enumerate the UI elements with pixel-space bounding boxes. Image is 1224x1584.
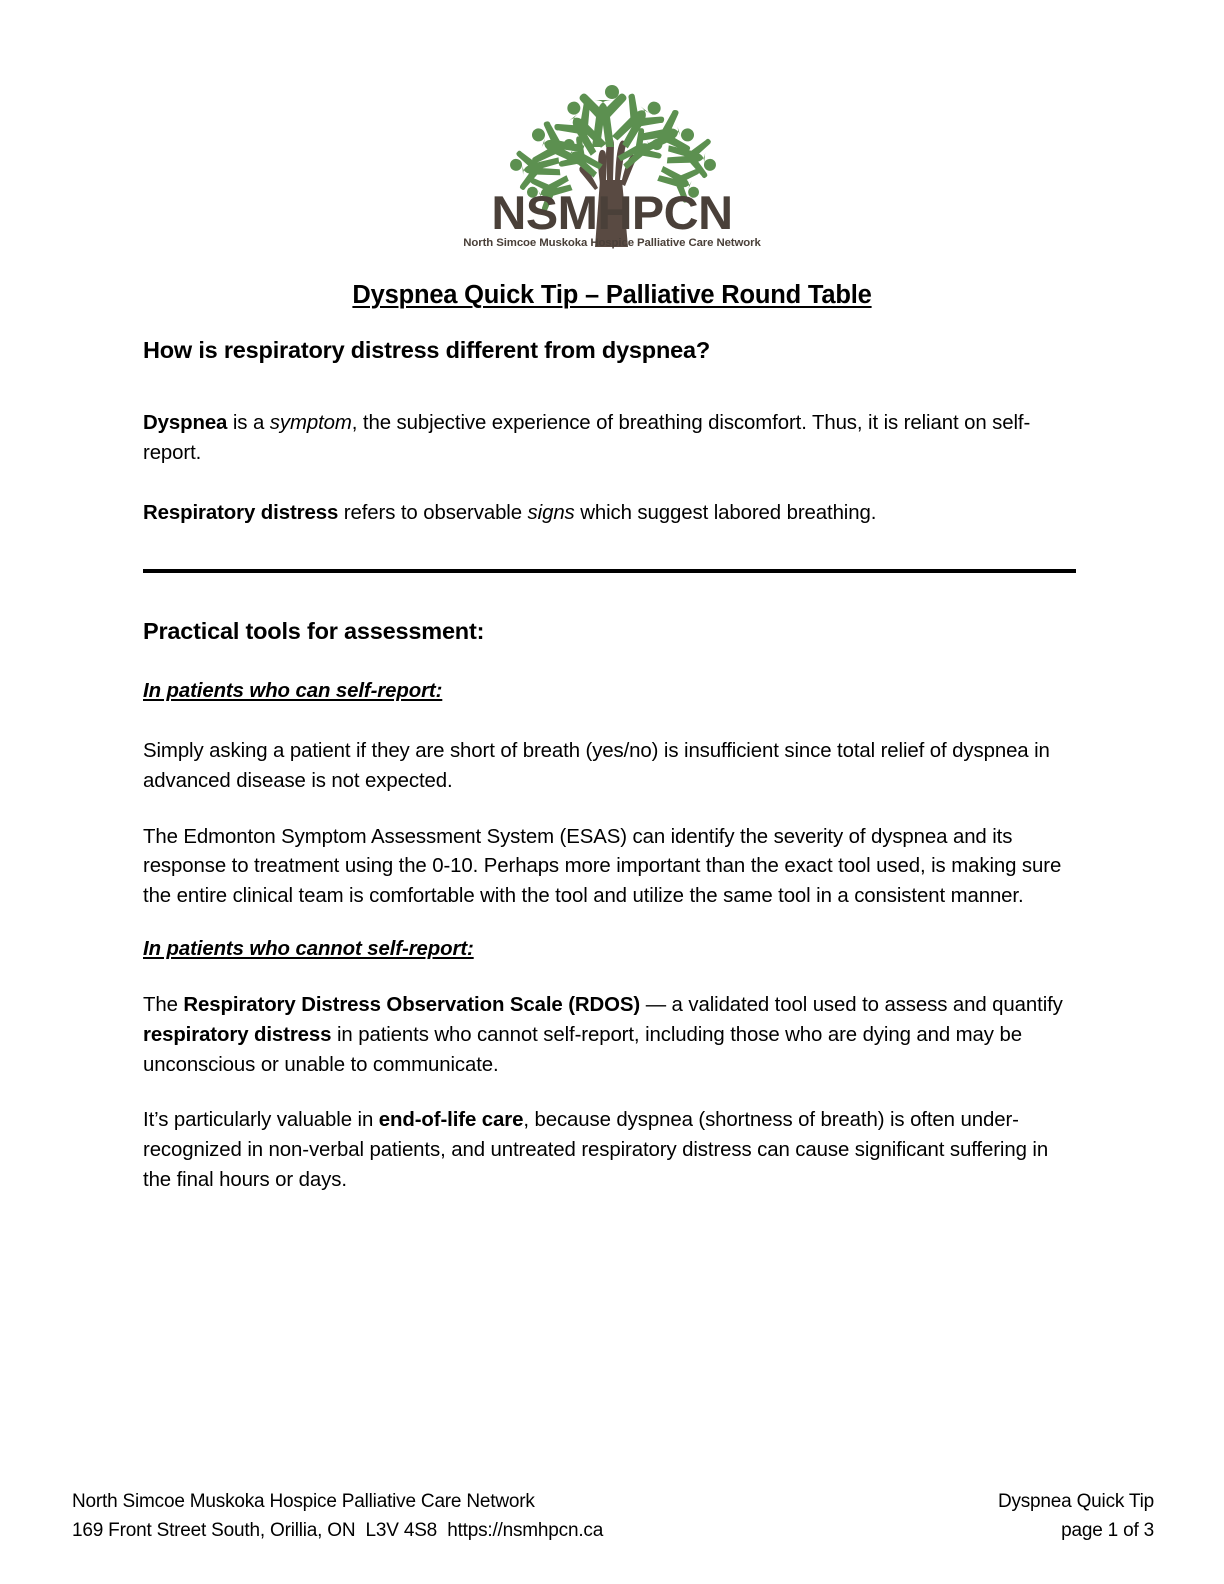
subheading-can-self-report: In patients who can self-report:	[143, 680, 443, 703]
dyspnea-text-1: is a	[227, 412, 270, 435]
paragraph-simply-asking: Simply asking a patient if they are short of breath (yes/no) is insufficient since total relief of dyspnea in advanced disease is not expected.	[143, 740, 1050, 792]
term-rdos: Respiratory Distress Observation Scale (RDOS)	[183, 994, 641, 1016]
logo-wordmark	[462, 186, 762, 249]
footer-doc-label: Dyspnea Quick Tip	[997, 1491, 1154, 1512]
dyspnea-text-2: , the subjective experience of breathing discomfort. Thus, it is reliant on self-report.	[143, 412, 1031, 465]
emphasis-signs: signs	[527, 501, 575, 524]
rdos-text-1: The	[143, 994, 184, 1016]
term-dyspnea: Dyspnea	[143, 412, 228, 435]
rdos-text-2: — a validated tool used to assess and quantify	[640, 994, 1063, 1016]
term-respiratory-distress-2: respiratory distress	[143, 1023, 332, 1046]
page-title	[0, 281, 1224, 310]
paragraph-rdos	[143, 991, 1065, 1080]
organization-logo	[0, 72, 1224, 249]
section-heading-dyspnea-difference: How is respiratory distress different from dyspnea?	[143, 337, 711, 363]
paragraph-respiratory-distress-definition	[143, 499, 1065, 529]
footer-document-info	[998, 1488, 1154, 1545]
paragraph-esas: The Edmonton Symptom Assessment System (ESAS) can identify the severity of dyspnea and its response to treatment using the 0-10. Perhaps more important than the exact tool used, is making sure the entire clinical team is comfortable with the tool and utilize the same tool in a consistent manner.	[143, 825, 1062, 908]
paragraph-dyspnea-definition	[143, 409, 1065, 469]
document-body	[143, 336, 1065, 1196]
section-heading-practical-tools: Practical tools for assessment:	[143, 617, 485, 644]
page-footer	[72, 1488, 1154, 1545]
term-respiratory-distress: Respiratory distress	[143, 501, 339, 524]
footer-address: 169 Front Street South, Orillia, ON L3V 4S8 https://nsmhpcn.ca	[72, 1519, 604, 1541]
logo-acronym: NSMHPCN	[491, 186, 733, 239]
footer-org-name: North Simcoe Muskoka Hospice Palliative Care Network	[72, 1491, 535, 1512]
eol-text-1: It’s particularly valuable in	[143, 1109, 379, 1132]
resp-distress-text-2: which suggest labored breathing.	[574, 501, 877, 524]
term-end-of-life-care: end-of-life care	[378, 1109, 524, 1132]
footer-page-number: page 1 of 3	[1061, 1519, 1154, 1541]
paragraph-end-of-life-value	[143, 1106, 1065, 1195]
emphasis-symptom: symptom	[269, 412, 352, 435]
rdos-text-3: in patients who cannot self-report, including those who are dying and may be unconscious or unable to communicate.	[143, 1023, 1022, 1076]
page-title-text: Dyspnea Quick Tip – Palliative Round Table	[352, 281, 872, 309]
resp-distress-text-1: refers to observable	[338, 501, 528, 524]
logo-tagline: North Simcoe Muskoka Hospice Palliative Care Network	[463, 237, 761, 249]
eol-text-2: , because dyspnea (shortness of breath) is often under-recognized in non-verbal patients, and untreated respiratory distress can cause significant suffering in the final hours or days.	[143, 1109, 1049, 1191]
subheading-cannot-self-report: In patients who cannot self-report:	[143, 938, 474, 960]
footer-organization-info	[72, 1488, 603, 1545]
